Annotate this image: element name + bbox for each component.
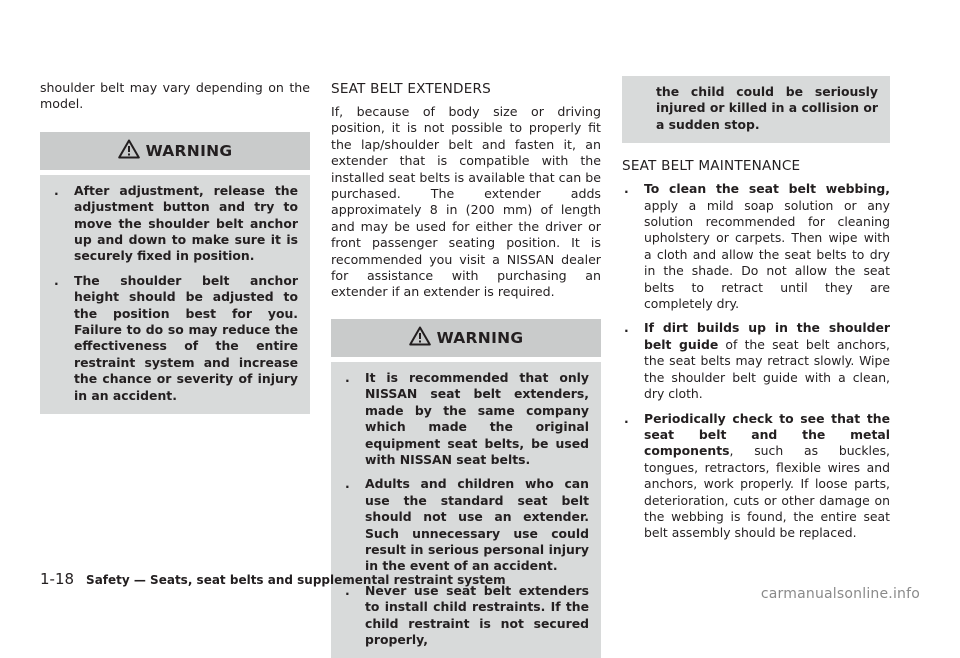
warning-item: . After adjustment, release the adjustment button and try to move the shoulder belt anchor up and down to make sure it is securely fixed in position.: [54, 182, 298, 264]
section-heading-maintenance: SEAT BELT MAINTENANCE: [622, 158, 801, 175]
column-1: [40, 0, 310, 414]
warning-item: . The shoulder belt anchor height should be adjusted to the position best for you. Failure to do so may reduce the effectiveness of the entire restraint system and increase the chance or severity of injury in an accident.: [54, 272, 298, 403]
section-heading-extenders: SEAT BELT EXTENDERS: [331, 81, 491, 97]
warning-title: WARNING: [145, 141, 233, 160]
maintenance-list: [622, 181, 890, 542]
warning-header: [331, 319, 601, 357]
intro-paragraph: shoulder belt may vary depending on the model.: [40, 80, 310, 112]
warning-triangle-icon: [409, 326, 431, 350]
extenders-paragraph: If, because of body size or driving position, it is not possible to properly fit the lap/shoulder belt and fasten it, an extender that is compatible with the installed seat belts is available that can be purchased. The extender adds approximately 8 in (200 mm) of length and may be used for either the driver or front passenger seating position. It is recommended you visit a NISSAN dealer for assistance with purchasing an extender if an extender is required.: [331, 104, 602, 300]
page-number: 1-18: [40, 570, 75, 588]
warning-item: . Adults and children who can use the standard seat belt should not use an extender. Such unnecessary use could result in serious personal injury in the event of an accident.: [345, 476, 589, 574]
column-2: [331, 0, 601, 658]
list-item: . If dirt builds up in the shoulder belt guide of the seat belt anchors, the seat belts may retract slowly. Wipe the shoulder belt guide with a clean, dry cloth.: [624, 320, 890, 402]
warning-body: [331, 362, 601, 658]
page-footer: [40, 570, 506, 588]
column-3: [622, 0, 890, 542]
list-item: . Periodically check to see that the seat belt and the metal components, such as buckles, tongues, retractors, flexible wires and anchors, work properly. If loose parts, deterioration, cuts or other damage on the webbing is found, the entire seat belt assembly should be replaced.: [624, 410, 890, 541]
warning-continuation-text: the child could be seriously injured or killed in a collision or a sudden stop.: [656, 84, 878, 132]
footer-title: Safety — Seats, seat belts and supplemental restraint system: [86, 573, 506, 587]
list-item: . To clean the seat belt webbing, apply a mild soap solution or any solution recommended for cleaning upholstery or carpets. Then wipe with a cloth and allow the seat belts to dry in the shade. Do not allow the seat belts to retract until they are completely dry.: [624, 181, 890, 312]
warning-item: . Never use seat belt extenders to install child restraints. If the child restraint is not secured properly,: [345, 582, 589, 647]
watermark: carmanualsonline.info: [760, 586, 920, 602]
warning-item: . It is recommended that only NISSAN seat belt extenders, made by the same company which made the original equipment seat belts, be used with NISSAN seat belts.: [345, 369, 589, 467]
warning-triangle-icon: [118, 139, 140, 163]
warning-continuation: [622, 76, 890, 143]
warning-header: [40, 132, 310, 170]
warning-body: [40, 175, 310, 414]
warning-title: WARNING: [436, 328, 524, 347]
